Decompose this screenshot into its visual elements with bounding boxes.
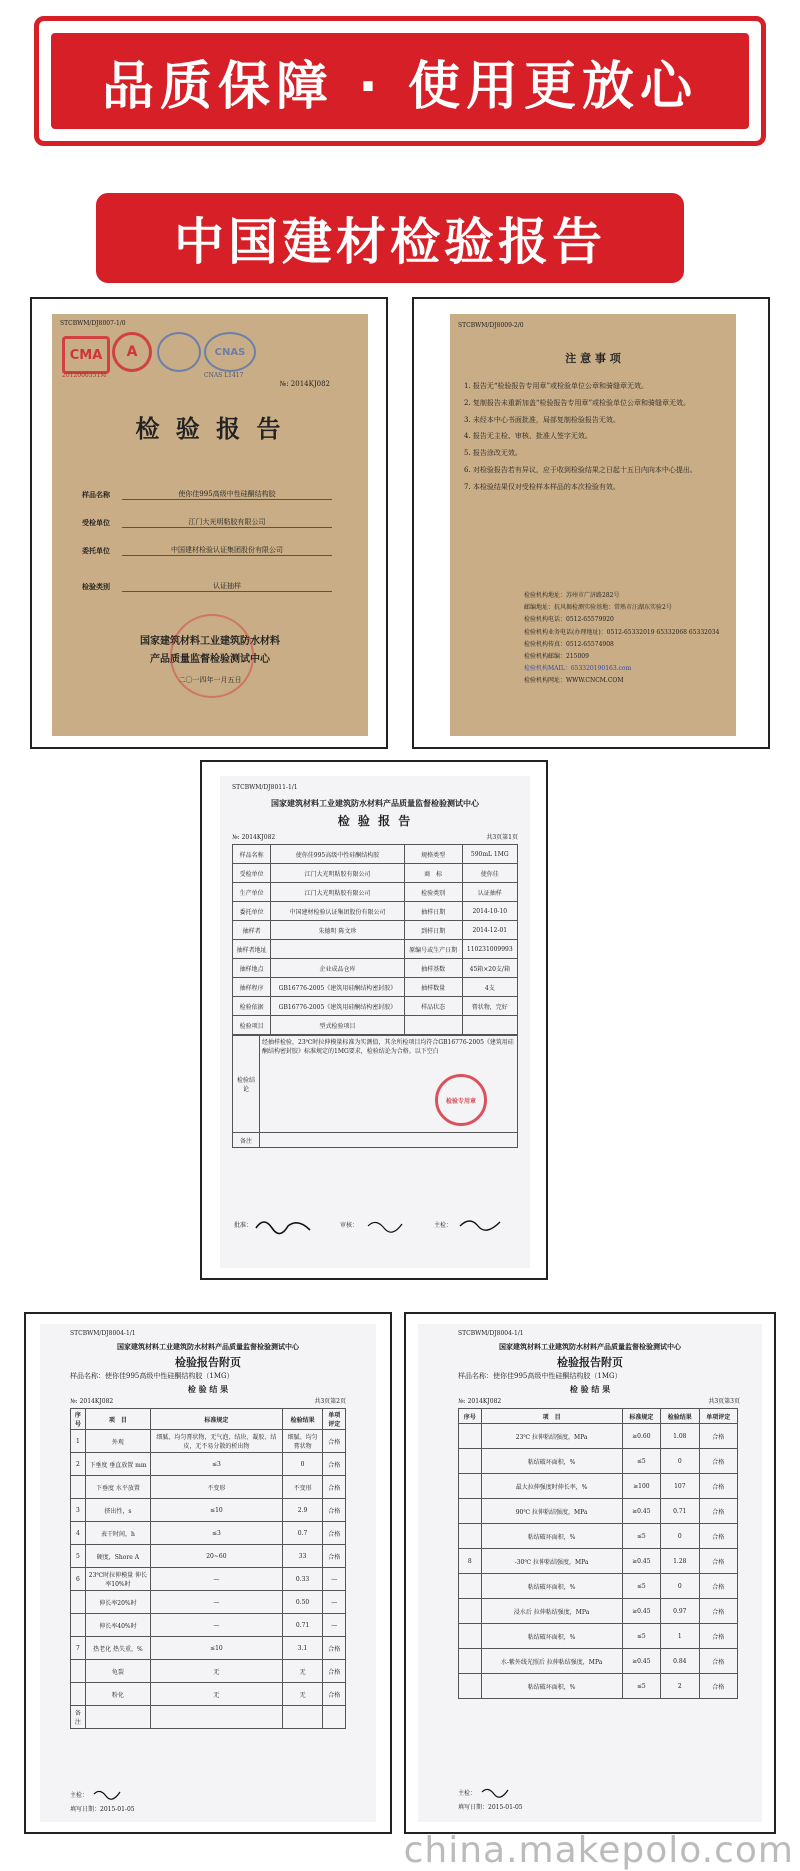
column-header: 标准规定 [622, 1409, 660, 1424]
table-cell: 粉化 [85, 1683, 150, 1706]
table-row [71, 1430, 346, 1453]
table-cell: 1 [71, 1430, 86, 1453]
doc-code: STCBWM/DJ8009-2/0 [458, 322, 524, 329]
table-cell: 5 [71, 1545, 86, 1568]
table-cell: ≤10 [151, 1637, 283, 1660]
report-cover-image [30, 297, 388, 749]
table-cell: 45箱×20支/箱 [462, 959, 517, 978]
table-cell: 企业成品仓库 [271, 959, 405, 978]
table-cell [151, 1706, 283, 1729]
table-cell: 规格类型 [404, 845, 462, 864]
conclusion-text: 经抽样检验，23℃时拉伸模量标准为实测值，其余所检项目均符合GB16776-2005《建筑用硅酮结构密封胶》标准规定的1MG要求，检验结论为合格。以下空白 [262, 1039, 514, 1055]
table-cell: 下垂度 水平放置 [85, 1476, 150, 1499]
table-cell: 8 [459, 1549, 482, 1574]
column-header: 检验结果 [661, 1409, 699, 1424]
contact-line: 检验机构邮编：215009 [524, 652, 589, 660]
table-cell: 2.9 [282, 1499, 323, 1522]
table-cell: 0 [661, 1574, 699, 1599]
table-cell [71, 1591, 86, 1614]
contact-line: 检验机构电话：0512-65579920 [524, 616, 614, 624]
fill-date: 填写日期：2015-01-05 [458, 1804, 523, 1811]
signature-scribble [92, 1786, 122, 1800]
field-row: 受检单位 江门大光明粘胶有限公司 [82, 500, 332, 528]
contact-list [524, 592, 730, 690]
field-row: 样品名称 使你佳995高级中性硅酮结构胶 [82, 472, 332, 500]
table-cell: 合格 [323, 1453, 346, 1476]
table-cell: 1 [661, 1624, 699, 1649]
table-cell: -30℃ 拉伸粘结强度，MPa [481, 1549, 622, 1574]
notice-paper [450, 314, 736, 736]
table-cell: 使你佳995高级中性硅酮结构胶 [271, 845, 405, 864]
table-cell: 细腻、均匀膏状物 [282, 1430, 323, 1453]
table-row [459, 1624, 738, 1649]
table-row [459, 1549, 738, 1574]
column-header: 单项评定 [323, 1409, 346, 1430]
table-cell: 膏状物，完好 [462, 997, 517, 1016]
remark-label: 备注 [233, 1133, 260, 1148]
table-row [71, 1545, 346, 1568]
table-cell: 中国建材检验认证集团股份有限公司 [271, 902, 405, 921]
cma-id: 2012000351M [62, 372, 107, 379]
table-cell: — [151, 1614, 283, 1637]
report-cover-paper [52, 314, 368, 736]
center-name: 国家建筑材料工业建筑防水材料产品质量监督检验测试中心 [499, 1342, 681, 1351]
table-cell: 合格 [323, 1522, 346, 1545]
table-cell: 110231009993 [462, 940, 517, 959]
table-cell: 外观 [85, 1430, 150, 1453]
table-cell: ≤3 [151, 1522, 283, 1545]
doc-code: STCBWM/DJ8004-1/1 [458, 1330, 524, 1337]
table-cell: 7 [71, 1637, 86, 1660]
table-row [459, 1674, 738, 1699]
table-cell [459, 1424, 482, 1449]
contact-line: 检验机构传真：0512-65574908 [524, 640, 614, 648]
table-cell: 原编号或生产日期 [404, 940, 462, 959]
table-row [233, 864, 518, 883]
table-cell [459, 1499, 482, 1524]
table-cell: 备注 [71, 1706, 86, 1729]
table-cell [71, 1476, 86, 1499]
table-header-row [71, 1409, 346, 1430]
table-header-row [459, 1409, 738, 1424]
table-cell: 2 [661, 1674, 699, 1699]
table-cell [85, 1706, 150, 1729]
table-cell: 不变形 [282, 1476, 323, 1499]
table-cell: 粘结破坏面积，% [481, 1574, 622, 1599]
table-cell: 伸长率20%时 [85, 1591, 150, 1614]
cover-fields [82, 472, 332, 592]
table-cell: 无 [282, 1683, 323, 1706]
table-cell: 检验类别 [404, 883, 462, 902]
report-number: №: 2014KJ082 [232, 834, 276, 841]
report-number: №: 2014KJ082 [70, 1398, 114, 1405]
conclusion-label: 检验结论 [233, 1036, 260, 1133]
table-row [233, 902, 518, 921]
center-name: 国家建筑材料工业建筑防水材料产品质量监督检验测试中心 [271, 798, 479, 808]
signature-scribble [366, 1214, 406, 1234]
field-row: 委托单位 中国建材检验认证集团股份有限公司 [82, 528, 332, 556]
table-cell: 抽样地点 [233, 959, 271, 978]
table-cell [71, 1683, 86, 1706]
table-cell: 合格 [699, 1624, 737, 1649]
page-indicator: 共3页第1页 [486, 834, 518, 841]
table-cell: 590mL 1MG [462, 845, 517, 864]
contact-line: 检验机构MAIL：653320190163.com [524, 665, 632, 673]
table-cell: 合格 [323, 1683, 346, 1706]
report-page3-paper [418, 1324, 762, 1822]
table-cell: 粘结破坏面积，% [481, 1624, 622, 1649]
table-cell: 江门大光明粘胶有限公司 [271, 864, 405, 883]
table-row [71, 1568, 346, 1591]
table-cell: 江门大光明粘胶有限公司 [271, 883, 405, 902]
table-row [233, 1133, 518, 1148]
table-row [71, 1499, 346, 1522]
table-cell [404, 1016, 462, 1035]
page-title: 检验报告附页 [557, 1356, 623, 1369]
table-cell: — [151, 1568, 283, 1591]
report-page2-image [24, 1312, 392, 1834]
column-header: 标准规定 [151, 1409, 283, 1430]
table-cell: 合格 [699, 1499, 737, 1524]
report-page3-image [404, 1312, 776, 1834]
notice-item: 3. 未经本中心书面批准，局部复制检验报告无效。 [464, 415, 620, 424]
table-cell: 粘结破坏面积，% [481, 1524, 622, 1549]
column-header: 单项评定 [699, 1409, 737, 1424]
table-cell: ≥0.45 [622, 1599, 660, 1624]
table-row [71, 1476, 346, 1499]
table-cell: 无 [151, 1683, 283, 1706]
table-row [233, 978, 518, 997]
approve-signature-label: 批准： [234, 1222, 253, 1229]
sample-name: 样品名称：使你佳995高级中性硅酮结构胶（1MG） [458, 1372, 622, 1380]
fill-date: 填写日期：2015-01-05 [70, 1806, 135, 1813]
table-cell: 最大拉伸强度时伸长率，% [481, 1474, 622, 1499]
table-cell: 样品名称 [233, 845, 271, 864]
signature-scribble [480, 1784, 510, 1798]
table-row [71, 1591, 346, 1614]
contact-line: 邮编地址：抗风揭检测实验基地：常熟市汪湖东实验2号 [524, 604, 672, 612]
table-cell: 合格 [699, 1674, 737, 1699]
table-row [233, 1016, 518, 1035]
table-cell: 107 [661, 1474, 699, 1499]
table-cell [459, 1524, 482, 1549]
table-cell: 0.71 [282, 1614, 323, 1637]
table-cell: ≥0.45 [622, 1649, 660, 1674]
table-cell [459, 1574, 482, 1599]
signature-scribble [458, 1212, 504, 1234]
table-row [233, 959, 518, 978]
notice-item: 1. 报告无“检验报告专用章”或检验单位公章和骑缝章无效。 [464, 382, 649, 390]
headline-banner [34, 16, 766, 146]
doc-code: STCBWM/DJ8007-1/0 [60, 320, 126, 327]
table-cell: ≤10 [151, 1499, 283, 1522]
contact-line: 检验机构业务电话(办理地址)：0512-65332019 65332068 65332034 [524, 628, 720, 636]
notice-page-image [412, 297, 770, 749]
table-cell [71, 1614, 86, 1637]
table-row [459, 1524, 738, 1549]
table-cell: 6 [71, 1568, 86, 1591]
table-cell: 使你佳 [462, 864, 517, 883]
table-cell: ≤5 [622, 1624, 660, 1649]
table-cell: 90℃ 拉伸粘结强度，MPa [481, 1499, 622, 1524]
table-cell [462, 1016, 517, 1035]
table-cell: 样品状态 [404, 997, 462, 1016]
page-indicator: 共3页第2页 [314, 1398, 346, 1405]
table-cell: 0 [661, 1449, 699, 1474]
checker-label: 主检： [458, 1790, 477, 1797]
table-cell: 0.97 [661, 1599, 699, 1624]
table-cell: 0 [661, 1524, 699, 1549]
column-header: 项 目 [85, 1409, 150, 1430]
report-date: 二〇一四年一月五日 [178, 676, 242, 684]
column-header: 检验结果 [282, 1409, 323, 1430]
report-table [232, 844, 518, 1148]
table-row [459, 1474, 738, 1499]
table-cell: ≥0.60 [622, 1424, 660, 1449]
sample-name: 样品名称：使你佳995高级中性硅酮结构胶（1MG） [70, 1372, 234, 1380]
table-cell: 抽样者地址 [233, 940, 271, 959]
table-cell: ≥100 [622, 1474, 660, 1499]
table-row [71, 1614, 346, 1637]
table-cell: 无 [151, 1660, 283, 1683]
report-number: №: 2014KJ082 [279, 380, 330, 388]
table-cell: 合格 [323, 1545, 346, 1568]
table-cell: 合格 [323, 1476, 346, 1499]
notice-item: 6. 对检验报告若有异议，应于收到检验结果之日起十五日内向本中心提出。 [464, 465, 697, 474]
results-table [70, 1408, 346, 1729]
signature-scribble [254, 1214, 314, 1236]
checker-label: 主检： [70, 1792, 89, 1799]
table-cell: ≥0.45 [622, 1499, 660, 1524]
notice-title: 注 意 事 项 [565, 352, 621, 365]
table-row [71, 1706, 346, 1729]
center-name: 国家建筑材料工业建筑防水材料产品质量监督检验测试中心 [117, 1342, 299, 1351]
table-cell [271, 940, 405, 959]
table-cell: ≥0.45 [622, 1549, 660, 1574]
table-cell: 0.33 [282, 1568, 323, 1591]
table-cell: 0.71 [661, 1499, 699, 1524]
ilac-logo: A [112, 332, 152, 372]
table-cell: 0.84 [661, 1649, 699, 1674]
center-name-1: 国家建筑材料工业建筑防水材料 [140, 636, 280, 647]
table-cell: 3 [71, 1499, 86, 1522]
report-title: 检 验 报 告 [337, 814, 413, 828]
table-cell: 无 [282, 1660, 323, 1683]
subheadline-text: 中国建材检验报告 [174, 213, 606, 271]
table-cell: 硬度，Shore A [85, 1545, 150, 1568]
table-cell: 23℃时拉伸模量 伸长率10%时 [85, 1568, 150, 1591]
table-cell: 2 [71, 1453, 86, 1476]
doc-code: STCBWM/DJ8011-1/1 [232, 784, 298, 791]
table-cell: 1.28 [661, 1549, 699, 1574]
site-watermark: china.makepolo.com [403, 1830, 794, 1871]
notice-item: 4. 报告无主检、审核、批准人签字无效。 [464, 432, 592, 441]
table-cell [459, 1649, 482, 1674]
table-cell [459, 1449, 482, 1474]
table-cell: 检验依据 [233, 997, 271, 1016]
cnas-id: CNAS L1417 [204, 372, 244, 379]
table-cell: 商 标 [404, 864, 462, 883]
conclusion-cell [260, 1036, 518, 1133]
table-cell: GB16776-2005《建筑用硅酮结构密封胶》 [271, 997, 405, 1016]
table-cell: 0.7 [282, 1522, 323, 1545]
table-cell: 型式检验项目 [271, 1016, 405, 1035]
table-cell: 1.08 [661, 1424, 699, 1449]
table-row [71, 1453, 346, 1476]
table-row [71, 1522, 346, 1545]
table-cell: 0.50 [282, 1591, 323, 1614]
table-row [233, 845, 518, 864]
table-row [459, 1574, 738, 1599]
seal-stamp [170, 614, 254, 698]
table-row [233, 1036, 518, 1133]
review-signature-label: 审核： [340, 1222, 359, 1229]
table-cell: ≤3 [151, 1453, 283, 1476]
table-cell: 20~60 [151, 1545, 283, 1568]
table-cell: 检验项目 [233, 1016, 271, 1035]
results-table [458, 1408, 738, 1699]
table-cell: 合格 [699, 1549, 737, 1574]
table-cell: 粘结破坏面积，% [481, 1449, 622, 1474]
page-indicator: 共3页第3页 [708, 1398, 740, 1405]
table-row [459, 1499, 738, 1524]
report-title: 检 验 报 告 [135, 414, 285, 443]
table-cell: 伸长率40%时 [85, 1614, 150, 1637]
main-inspector-label: 主检： [434, 1222, 453, 1229]
table-cell: 合格 [323, 1660, 346, 1683]
table-cell: ≤5 [622, 1449, 660, 1474]
table-row [233, 940, 518, 959]
table-cell: 33 [282, 1545, 323, 1568]
table-cell: 朱德明 陈文珍 [271, 921, 405, 940]
table-cell: ≤5 [622, 1574, 660, 1599]
table-cell: 龟裂 [85, 1660, 150, 1683]
table-cell: — [323, 1614, 346, 1637]
table-row [71, 1683, 346, 1706]
table-cell [323, 1706, 346, 1729]
table-row [233, 883, 518, 902]
notice-item: 7. 本检验结果仅对受检样本样品的本次检验有效。 [464, 482, 620, 491]
table-cell: 生产单位 [233, 883, 271, 902]
table-cell: 合格 [699, 1474, 737, 1499]
report-page1-paper [220, 776, 530, 1268]
headline-text: 品质保障 · 使用更放心 [102, 56, 698, 117]
table-cell: 委托单位 [233, 902, 271, 921]
field-row: 检验类别 认证抽样 [82, 556, 332, 592]
center-name-2: 产品质量监督检验测试中心 [150, 654, 270, 665]
table-cell: 不变形 [151, 1476, 283, 1499]
table-cell: 抽样日期 [404, 902, 462, 921]
table-cell: 4支 [462, 978, 517, 997]
column-header: 序号 [459, 1409, 482, 1424]
table-cell: 受检单位 [233, 864, 271, 883]
table-cell: 抽样基数 [404, 959, 462, 978]
table-cell [459, 1599, 482, 1624]
column-header: 序号 [71, 1409, 86, 1430]
subheadline-banner [96, 193, 684, 283]
table-cell: 合格 [699, 1449, 737, 1474]
table-cell: 0 [282, 1453, 323, 1476]
table-cell: 认证抽样 [462, 883, 517, 902]
table-cell: ≤5 [622, 1524, 660, 1549]
table-cell: — [323, 1591, 346, 1614]
table-cell: 细腻、均匀膏状物，无气泡、结块、凝胶、结皮，无不易分散的析出物 [151, 1430, 283, 1453]
table-cell: — [151, 1591, 283, 1614]
table-row [233, 997, 518, 1016]
results-title: 检 验 结 果 [569, 1384, 611, 1394]
table-cell [282, 1706, 323, 1729]
table-cell: 表干时间，h [85, 1522, 150, 1545]
table-cell: 抽样数量 [404, 978, 462, 997]
table-row [459, 1424, 738, 1449]
cnas-logo: CNAS [204, 332, 256, 372]
table-row [459, 1599, 738, 1624]
table-cell: 4 [71, 1522, 86, 1545]
report-number: №: 2014KJ082 [458, 1398, 502, 1405]
column-header: 项 目 [481, 1409, 622, 1424]
doc-code: STCBWM/DJ8004-1/1 [70, 1330, 136, 1337]
table-cell: 合格 [699, 1599, 737, 1624]
table-cell: 合格 [699, 1649, 737, 1674]
table-row [459, 1649, 738, 1674]
table-cell: GB16776-2005《建筑用硅酮结构密封胶》 [271, 978, 405, 997]
table-row [233, 921, 518, 940]
table-cell: 抽样者 [233, 921, 271, 940]
table-cell: 合格 [323, 1637, 346, 1660]
table-cell: 抽样程序 [233, 978, 271, 997]
table-cell [459, 1474, 482, 1499]
ilac-mra-logo [157, 332, 201, 372]
table-cell: 挤出性，s [85, 1499, 150, 1522]
table-cell: 合格 [323, 1430, 346, 1453]
notice-item: 5. 报告涂改无效。 [464, 449, 522, 457]
table-cell: 3.1 [282, 1637, 323, 1660]
table-cell: 下垂度 垂直放置 mm [85, 1453, 150, 1476]
table-cell: 热老化 热失重，% [85, 1637, 150, 1660]
table-cell: 合格 [699, 1524, 737, 1549]
results-title: 检 验 结 果 [187, 1384, 229, 1394]
table-cell: 合格 [699, 1424, 737, 1449]
cma-logo: CMA [62, 336, 110, 374]
table-cell: 23℃ 拉伸粘结强度，MPa [481, 1424, 622, 1449]
contact-line: 检验机构地址：苏州市广济路282号 [524, 592, 620, 599]
table-cell: 2014-10-10 [462, 902, 517, 921]
table-cell [459, 1674, 482, 1699]
notice-item: 2. 复制报告未重新加盖“检验报告专用章”或检验单位公章和骑缝章无效。 [464, 398, 691, 407]
table-row [459, 1449, 738, 1474]
report-page2-paper [40, 1324, 376, 1822]
table-cell: — [323, 1568, 346, 1591]
table-cell [71, 1660, 86, 1683]
notice-list [464, 382, 722, 499]
table-cell: 到样日期 [404, 921, 462, 940]
table-cell: 水-紫外线光照后 拉伸粘结强度，MPa [481, 1649, 622, 1674]
table-cell: 合格 [323, 1499, 346, 1522]
contact-line: 检验机构网址：WWW.CNCM.COM [524, 677, 624, 685]
table-cell: 2014-12-01 [462, 921, 517, 940]
table-cell [459, 1624, 482, 1649]
page-title: 检验报告附页 [175, 1356, 241, 1369]
table-cell: ≤5 [622, 1674, 660, 1699]
table-row [71, 1637, 346, 1660]
table-cell: 粘结破坏面积，% [481, 1674, 622, 1699]
inspection-seal: 检验专用章 [435, 1074, 487, 1126]
report-page1-image [200, 760, 548, 1280]
table-row [71, 1660, 346, 1683]
table-cell: 合格 [699, 1574, 737, 1599]
table-cell: 浸水后 拉伸粘结强度，MPa [481, 1599, 622, 1624]
